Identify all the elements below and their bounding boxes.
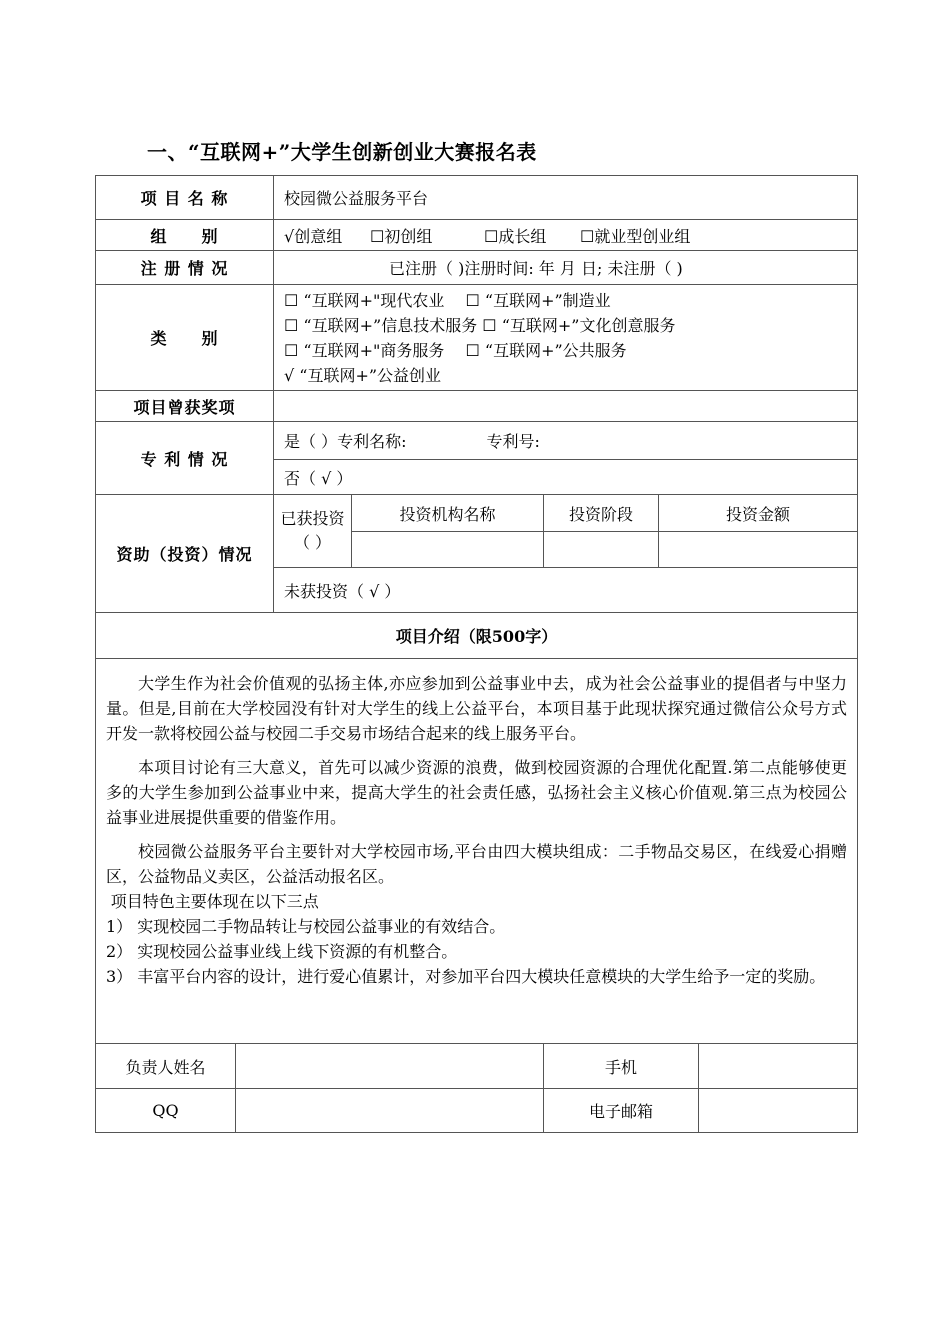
row-contact-2 [96, 1089, 858, 1133]
awards-value[interactable] [274, 391, 858, 422]
row-registration [96, 251, 858, 285]
investment-stage-header: 投资阶段 [544, 495, 659, 532]
phone-label: 手机 [544, 1044, 699, 1089]
project-name-value[interactable]: 校园微公益服务平台 [274, 176, 858, 220]
group-option-growth[interactable]: ☐成长组 [484, 226, 547, 246]
intro-feature-3: 3） 丰富平台内容的设计，进行爱心值累计，对参加平台四大模块任意模块的大学生给予一定的奖励。 [106, 967, 826, 986]
row-awards [96, 391, 858, 422]
investor-name-header: 投资机构名称 [352, 495, 544, 532]
form-title: 一、“互联网+”大学生创新创业大赛报名表 [147, 140, 537, 164]
patent-yes-line[interactable]: 是（ ）专利名称: 专利号: [274, 422, 858, 460]
intro-paragraph-1: 大学生作为社会价值观的弘扬主体,亦应参加到公益事业中去，成为社会公益事业的提倡者与中坚力量。但是,目前在大学校园没有针对大学生的线上公益平台，本项目基于此现状探究通过微信公众号方式开发一款将校园公益与校园二手交易市场结合起来的线上服务平台。 [106, 674, 848, 743]
intro-paragraph-3: 校园微公益服务平台主要针对大学校园市场,平台由四大模块组成：二手物品交易区，在线爱心捐赠区，公益物品义卖区，公益活动报名区。 [106, 842, 848, 886]
phone-value[interactable] [699, 1044, 858, 1089]
intro-paragraph-2: 本项目讨论有三大意义，首先可以减少资源的浪费，做到校园资源的合理优化配置.第二点能够使更多的大学生参加到公益事业中来，提高大学生的社会责任感，弘扬社会主义核心价值观.第三点为校园公益事业进展提供重要的借鉴作用。 [106, 758, 848, 827]
not-invested-line[interactable]: 未获投资（ √ ） [274, 568, 858, 613]
intro-feature-1: 1） 实现校园二手物品转让与校园公益事业的有效结合。 [106, 917, 506, 936]
email-label: 电子邮箱 [544, 1089, 699, 1133]
email-value[interactable] [699, 1089, 858, 1133]
group-options [274, 220, 858, 251]
row-intro-header [96, 613, 858, 659]
row-patent-yes [96, 422, 858, 460]
registration-form-table [95, 175, 858, 1133]
leader-name-label: 负责人姓名 [96, 1044, 236, 1089]
investor-name-value[interactable] [352, 532, 544, 568]
category-line-2[interactable]: ☐ “互联网+”信息技术服务 ☐ “互联网+”文化创意服务 [284, 315, 676, 335]
row-project-name [96, 176, 858, 220]
funding-label: 资助（投资）情况 [96, 495, 274, 613]
intro-feature-2: 2） 实现校园公益事业线上线下资源的有机整合。 [106, 942, 458, 961]
qq-label: QQ [96, 1089, 236, 1133]
investment-amount-header: 投资金额 [659, 495, 858, 532]
registration-value[interactable]: 已注册（ )注册时间: 年 月 日; 未注册（ ) [274, 251, 858, 285]
group-option-startup[interactable]: ☐初创组 [370, 226, 433, 246]
category-options [274, 285, 858, 391]
intro-body[interactable] [96, 659, 858, 1044]
category-line-4[interactable]: √ “互联网+”公益创业 [284, 365, 442, 385]
category-line-3[interactable]: ☐ “互联网+"商务服务 ☐ “互联网+”公共服务 [284, 340, 627, 360]
row-category [96, 285, 858, 391]
qq-value[interactable] [236, 1089, 544, 1133]
intro-header: 项目介绍（限500字） [96, 613, 858, 659]
investment-stage-value[interactable] [544, 532, 659, 568]
leader-name-value[interactable] [236, 1044, 544, 1089]
awards-label: 项目曾获奖项 [96, 391, 274, 422]
funding-invested-cell [274, 495, 352, 568]
category-label: 类 别 [96, 285, 274, 391]
group-option-employment[interactable]: ☐就业型创业组 [580, 226, 691, 246]
funding-invested-label: 已获投资 [280, 509, 345, 528]
patent-no-line[interactable]: 否（ √ ） [274, 460, 858, 495]
group-option-creative[interactable]: √创意组 [284, 226, 343, 246]
investment-amount-value[interactable] [659, 532, 858, 568]
intro-features-intro: 项目特色主要体现在以下三点 [110, 892, 319, 911]
row-intro-body [96, 659, 858, 1044]
group-label: 组 别 [96, 220, 274, 251]
row-group [96, 220, 858, 251]
category-line-1[interactable]: ☐ “互联网+"现代农业 ☐ “互联网+”制造业 [284, 290, 611, 310]
project-name-label: 项 目 名 称 [96, 176, 274, 220]
row-funding-header [96, 495, 858, 532]
funding-invested-paren[interactable]: （ ） [293, 533, 332, 552]
patent-label: 专 利 情 况 [96, 422, 274, 495]
registration-label: 注 册 情 况 [96, 251, 274, 285]
row-contact-1 [96, 1044, 858, 1089]
